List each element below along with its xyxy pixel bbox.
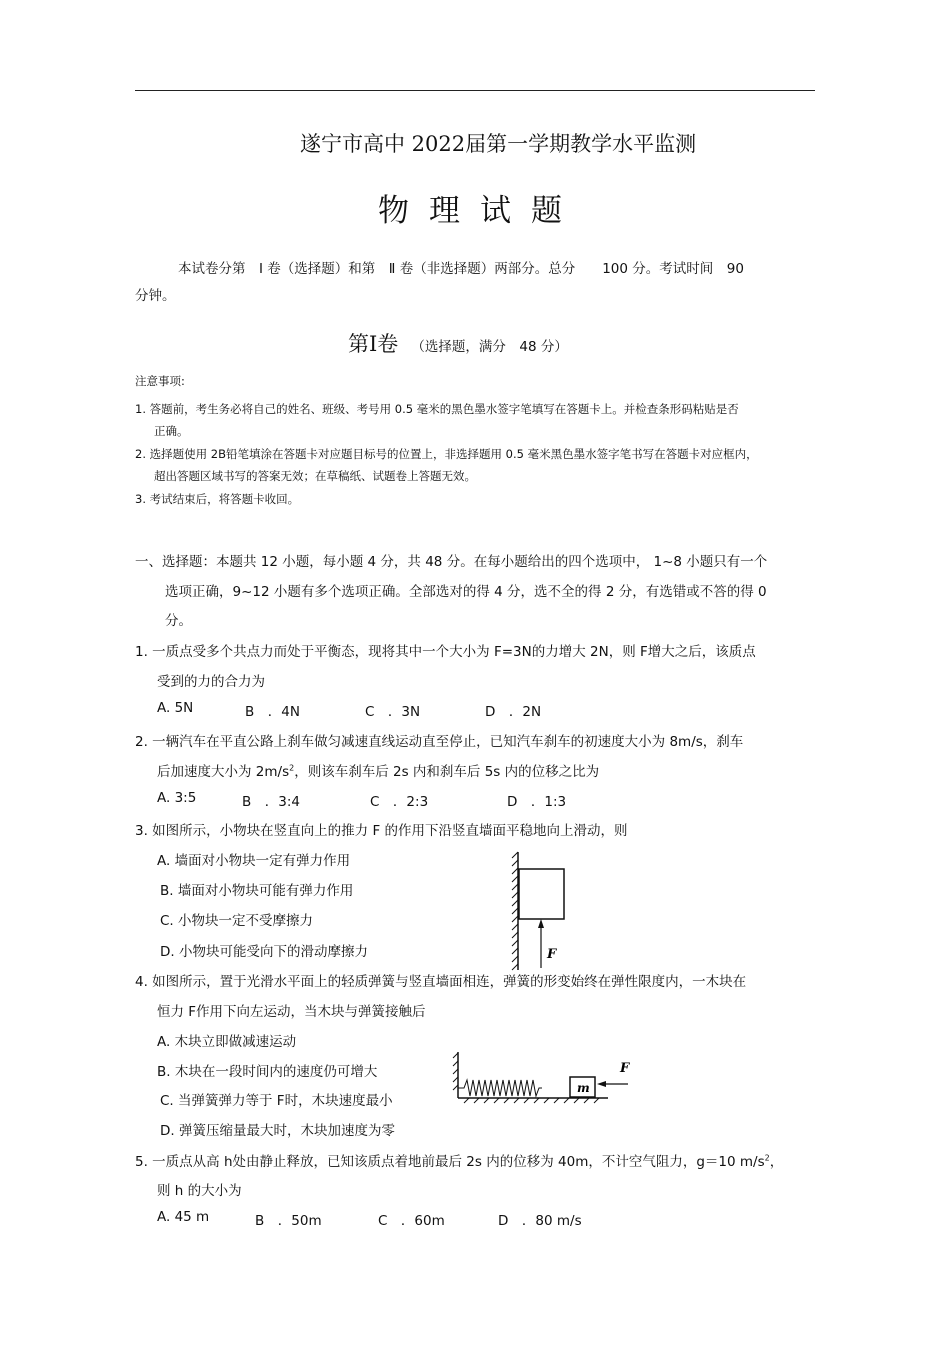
q5-stem-1 bbox=[135, 1150, 783, 1170]
q4-option-d: D. 弹簧压缩量最大时，木块加速度为零 bbox=[160, 1123, 395, 1139]
q5-stem-1b: ， bbox=[769, 1154, 784, 1170]
q1-option-a: A. 5N bbox=[157, 700, 194, 716]
q5-stem-2: 则 h 的大小为 bbox=[157, 1183, 242, 1199]
q3-option-b: B. 墙面对小物块可能有弹力作用 bbox=[160, 883, 354, 899]
q2-option-a: A. 3:5 bbox=[157, 790, 197, 806]
arrow-head bbox=[597, 1081, 606, 1087]
q2-option-d: D ．1:3 bbox=[507, 794, 567, 810]
note-1a: 1. 答题前，考生务必将自己的姓名、班级、考号用 0.5 毫米的黑色墨水签字笔填写在答题卡上。并检查条形码粘贴是否 bbox=[135, 402, 739, 416]
q3-stem: 3. 如图所示，小物块在竖直向上的推力 F 的作用下沿竖直墙面平稳地向上滑动，则 bbox=[135, 823, 628, 839]
part1-line-3: 分。 bbox=[165, 613, 192, 629]
q2-option-b: B ．3:4 bbox=[242, 794, 300, 810]
q4-stem-1: 4. 如图所示，置于光滑水平面上的轻质弹簧与竖直墙面相连，弹簧的形变始终在弹性限度内，一木块在 bbox=[135, 974, 747, 990]
wall-hatching bbox=[512, 852, 518, 970]
q3-option-a: A. 墙面对小物块一定有弹力作用 bbox=[157, 853, 351, 869]
q4-mass-label: m bbox=[577, 1081, 590, 1095]
q2-option-c: C ．2:3 bbox=[370, 794, 429, 810]
section-subtitle: （选择题，满分 48 分） bbox=[411, 339, 568, 355]
q4-force-label: F bbox=[620, 1061, 630, 1076]
q2-stem-2a: 后加速度大小为 2m/s bbox=[157, 764, 290, 780]
arrow-head bbox=[538, 919, 544, 928]
note-2a: 2. 选择题使用 2B铅笔填涂在答题卡对应题目标号的位置上，非选择题用 0.5 毫米黑色墨水签字笔书写在答题卡对应框内， bbox=[135, 447, 758, 461]
intro-line-1: 本试卷分第 Ⅰ 卷（选择题）和第 Ⅱ 卷（非选择题）两部分。总分 100 分。考试时间 90 bbox=[178, 261, 744, 277]
q5-option-d: D ．80 m/s bbox=[498, 1213, 582, 1229]
q5-option-c: C ．60m bbox=[378, 1213, 445, 1229]
q3-force-label: F bbox=[547, 947, 557, 962]
exam-title: 遂宁市高中 2022届第一学期教学水平监测 bbox=[300, 132, 697, 156]
spring bbox=[458, 1080, 542, 1096]
q3-option-d: D. 小物块可能受向下的滑动摩擦力 bbox=[160, 944, 368, 960]
block bbox=[519, 869, 564, 919]
q4-option-b: B. 木块在一段时间内的速度仍可增大 bbox=[157, 1064, 378, 1080]
q3-wall-block-figure bbox=[500, 848, 580, 973]
part1-line-1: 一、选择题：本题共 12 小题，每小题 4 分，共 48 分。在每小题给出的四个选项中， 1~8 小题只有一个 bbox=[135, 554, 768, 570]
q1-option-d: D ．2N bbox=[485, 704, 542, 720]
note-3: 3. 考试结束后，将答题卡收回。 bbox=[135, 492, 300, 506]
q1-option-b: B ．4N bbox=[245, 704, 300, 720]
q1-stem-2: 受到的力的合力为 bbox=[157, 674, 265, 690]
note-2b: 超出答题区域书写的答案无效；在草稿纸、试题卷上答题无效。 bbox=[154, 469, 476, 483]
q1-option-c: C ．3N bbox=[365, 704, 421, 720]
q4-option-c: C. 当弹簧弹力等于 F时，木块速度最小 bbox=[160, 1093, 393, 1109]
q2-superscript: 2 bbox=[289, 763, 295, 773]
section-heading bbox=[348, 328, 568, 358]
q5-option-b: B ．50m bbox=[255, 1213, 322, 1229]
q2-stem-2b: ，则该车刹车后 2s 内和刹车后 5s 内的位移之比为 bbox=[294, 764, 600, 780]
q4-option-a: A. 木块立即做减速运动 bbox=[157, 1034, 297, 1050]
top-rule bbox=[135, 90, 815, 91]
q5-superscript: 2 bbox=[764, 1153, 770, 1163]
notes-heading: 注意事项: bbox=[135, 374, 185, 388]
q5-option-a: A. 45 m bbox=[157, 1209, 210, 1225]
note-1b: 正确。 bbox=[154, 424, 189, 438]
q2-stem-1: 2. 一辆汽车在平直公路上刹车做匀减速直线运动直至停止，已知汽车刹车的初速度大小为 8m/s，刹车 bbox=[135, 734, 744, 750]
section-title: 第Ⅰ卷 bbox=[348, 332, 399, 356]
q4-stem-2: 恒力 F作用下向左运动，当木块与弹簧接触后 bbox=[157, 1004, 426, 1020]
q3-option-c: C. 小物块一定不受摩擦力 bbox=[160, 913, 314, 929]
q4-spring-block-figure bbox=[450, 1050, 640, 1105]
intro-line-2: 分钟。 bbox=[135, 288, 176, 304]
q5-stem-1a: 5. 一质点从高 h处由静止释放，已知该质点着地前最后 2s 内的位移为 40m，不计空气阻力，g＝10 m/s bbox=[135, 1154, 765, 1170]
q2-stem-2 bbox=[157, 760, 599, 780]
part1-line-2: 选项正确，9~12 小题有多个选项正确。全部选对的得 4 分，选不全的得 2 分，有选错或不答的得 0 bbox=[165, 584, 767, 600]
subject-title: 物理试题 bbox=[378, 193, 582, 229]
q1-stem-1: 1. 一质点受多个共点力而处于平衡态，现将其中一个大小为 F=3N的力增大 2N，则 F增大之后，该质点 bbox=[135, 644, 756, 660]
